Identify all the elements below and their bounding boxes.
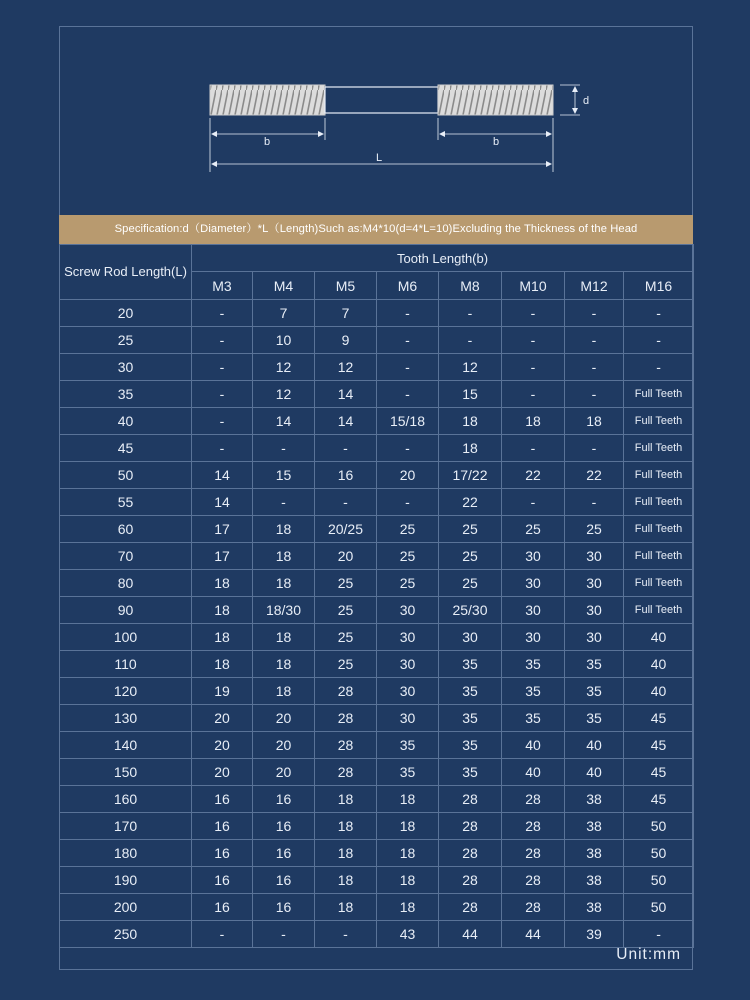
tooth-length-cell: 35 [439,651,502,678]
tooth-length-cell: - [315,435,377,462]
tooth-length-cell: - [439,300,502,327]
tooth-length-cell: 14 [253,408,315,435]
tooth-length-cell: - [624,354,694,381]
tooth-length-cell: 25/30 [439,597,502,624]
tooth-length-cell: 18 [253,570,315,597]
tooth-length-cell: 16 [192,867,253,894]
table-row [60,732,694,759]
label-b-left: b [264,136,271,148]
table-row [60,381,694,408]
tooth-length-cell: 20 [253,759,315,786]
tooth-length-cell: - [377,489,439,516]
tooth-length-cell: 18/30 [253,597,315,624]
size-header-m5: M5 [315,272,377,300]
tooth-length-cell: 38 [565,840,624,867]
tooth-length-cell: 35 [565,678,624,705]
table-row [60,894,694,921]
tooth-length-cell: 25 [377,516,439,543]
label-L: L [376,152,383,164]
tooth-length-cell: 20/25 [315,516,377,543]
tooth-length-cell: - [315,489,377,516]
tooth-length-cell: 22 [502,462,565,489]
tooth-length-cell: Full Teeth [624,516,694,543]
tooth-length-cell: 28 [315,705,377,732]
tooth-length-cell: - [315,921,377,948]
tooth-length-cell: 16 [253,867,315,894]
tooth-length-cell: 28 [315,759,377,786]
tooth-length-cell: 28 [439,894,502,921]
tooth-length-cell: - [192,435,253,462]
length-cell: 110 [60,651,192,678]
size-header-m6: M6 [377,272,439,300]
table-row [60,489,694,516]
tooth-length-cell: 25 [315,624,377,651]
tooth-length-cell: 50 [624,840,694,867]
tooth-length-cell: - [624,300,694,327]
tooth-length-cell: 28 [502,786,565,813]
length-cell: 160 [60,786,192,813]
tooth-length-cell: 14 [192,489,253,516]
tooth-length-cell: 28 [502,840,565,867]
tooth-length-cell: 18 [377,840,439,867]
length-cell: 100 [60,624,192,651]
tooth-length-cell: 18 [192,570,253,597]
table-row [60,705,694,732]
tooth-length-header: Tooth Length(b) [192,245,694,272]
tooth-length-cell: 16 [253,813,315,840]
tooth-length-cell: 18 [377,894,439,921]
tooth-length-cell: 30 [377,597,439,624]
tooth-length-cell: 30 [565,597,624,624]
tooth-length-cell: 30 [565,570,624,597]
tooth-length-cell: 50 [624,894,694,921]
tooth-length-cell: 50 [624,813,694,840]
length-cell: 200 [60,894,192,921]
tooth-length-cell: 35 [439,678,502,705]
tooth-length-cell: - [502,381,565,408]
length-cell: 35 [60,381,192,408]
tooth-length-cell: 35 [439,705,502,732]
tooth-length-cell: 18 [377,867,439,894]
tooth-length-cell: 14 [192,462,253,489]
tooth-length-cell: Full Teeth [624,597,694,624]
tooth-length-cell: - [439,327,502,354]
tooth-length-cell: 18 [439,435,502,462]
tooth-length-cell: 16 [192,840,253,867]
tooth-length-cell: 28 [315,732,377,759]
tooth-length-cell: - [624,327,694,354]
tooth-length-cell: - [192,327,253,354]
tooth-length-cell: 22 [439,489,502,516]
table-row [60,327,694,354]
tooth-length-cell: 18 [377,813,439,840]
length-cell: 140 [60,732,192,759]
tooth-length-cell: 25 [315,651,377,678]
tooth-length-cell: 35 [565,705,624,732]
tooth-length-cell: - [377,300,439,327]
tooth-length-cell: Full Teeth [624,381,694,408]
length-cell: 25 [60,327,192,354]
tooth-length-cell: - [377,327,439,354]
tooth-length-cell: - [624,921,694,948]
length-cell: 190 [60,867,192,894]
tooth-length-cell: 40 [565,732,624,759]
tooth-length-cell: 30 [502,624,565,651]
tooth-length-cell: 28 [439,813,502,840]
tooth-length-cell: 45 [624,705,694,732]
tooth-length-cell: - [502,435,565,462]
tooth-length-cell: 28 [439,786,502,813]
tooth-length-cell: Full Teeth [624,408,694,435]
tooth-length-cell: 25 [565,516,624,543]
tooth-length-cell: 30 [565,624,624,651]
tooth-length-cell: 7 [315,300,377,327]
tooth-length-cell: Full Teeth [624,462,694,489]
tooth-length-cell: 40 [624,624,694,651]
table-row [60,678,694,705]
tooth-length-cell: 35 [439,732,502,759]
table-row [60,435,694,462]
tooth-length-cell: Full Teeth [624,543,694,570]
tooth-length-cell: - [565,300,624,327]
tooth-length-cell: 38 [565,786,624,813]
tooth-length-cell: 16 [253,894,315,921]
tooth-length-cell: 20 [192,705,253,732]
tooth-length-cell: 45 [624,732,694,759]
unit-row [59,942,693,970]
tooth-length-cell: 16 [192,894,253,921]
tooth-length-cell: 18 [315,786,377,813]
tooth-length-cell: 30 [439,624,502,651]
tooth-length-cell: 18 [192,624,253,651]
tooth-length-cell: - [502,327,565,354]
size-header-m16: M16 [624,272,694,300]
tooth-length-cell: 40 [624,651,694,678]
tooth-length-cell: 35 [377,732,439,759]
tooth-length-cell: 16 [253,786,315,813]
tooth-length-cell: 12 [439,354,502,381]
tooth-length-cell: 35 [377,759,439,786]
table-row [60,840,694,867]
length-cell: 120 [60,678,192,705]
tooth-length-cell: 10 [253,327,315,354]
tooth-length-cell: 17 [192,516,253,543]
label-b-right: b [493,136,500,148]
tooth-length-cell: - [192,381,253,408]
tooth-length-cell: 18 [315,813,377,840]
tooth-length-cell: 18 [315,894,377,921]
tooth-length-cell: 25 [377,543,439,570]
tooth-length-cell: 20 [192,732,253,759]
tooth-length-cell: 18 [192,651,253,678]
tooth-length-cell: - [377,435,439,462]
tooth-length-cell: 30 [377,705,439,732]
length-cell: 45 [60,435,192,462]
tooth-length-cell: - [565,354,624,381]
tooth-length-cell: 38 [565,894,624,921]
tooth-length-cell: - [192,921,253,948]
length-cell: 130 [60,705,192,732]
table-row [60,786,694,813]
tooth-length-cell: 16 [192,813,253,840]
tooth-length-cell: 35 [439,759,502,786]
tooth-length-cell: 50 [624,867,694,894]
size-header-m10: M10 [502,272,565,300]
tooth-length-cell: 28 [439,867,502,894]
tooth-length-cell: 30 [565,543,624,570]
length-cell: 40 [60,408,192,435]
tooth-length-cell: 35 [565,651,624,678]
tooth-length-cell: - [565,381,624,408]
tooth-length-cell: 28 [502,867,565,894]
tooth-length-cell: 30 [377,651,439,678]
table-row [60,597,694,624]
tooth-length-cell: 30 [502,570,565,597]
tooth-length-cell: 18 [439,408,502,435]
tooth-length-cell: 28 [439,840,502,867]
tooth-length-cell: 38 [565,867,624,894]
left-thread [210,85,325,115]
tooth-length-cell: 28 [502,813,565,840]
tooth-length-cell: 43 [377,921,439,948]
tooth-length-cell: Full Teeth [624,435,694,462]
tooth-length-cell: 30 [377,624,439,651]
tooth-length-cell: 35 [502,678,565,705]
table-row [60,543,694,570]
table-row [60,300,694,327]
tooth-length-cell: 16 [253,840,315,867]
length-cell: 50 [60,462,192,489]
tooth-length-cell: 14 [315,381,377,408]
tooth-length-cell: 35 [502,705,565,732]
tooth-length-cell: 35 [502,651,565,678]
length-cell: 90 [60,597,192,624]
tooth-length-cell: 18 [502,408,565,435]
tooth-length-cell: - [377,354,439,381]
tooth-length-cell: 20 [253,732,315,759]
tooth-length-table [59,244,694,948]
tooth-length-cell: - [565,435,624,462]
label-d: d [583,95,590,107]
tooth-length-cell: 18 [253,543,315,570]
tooth-length-cell: - [502,489,565,516]
length-cell: 150 [60,759,192,786]
length-cell: 20 [60,300,192,327]
tooth-length-cell: 44 [502,921,565,948]
tooth-length-cell: 45 [624,786,694,813]
length-cell: 30 [60,354,192,381]
tooth-length-cell: 22 [565,462,624,489]
tooth-length-cell: 25 [315,570,377,597]
tooth-length-cell: - [377,381,439,408]
table-row [60,516,694,543]
tooth-length-cell: 17 [192,543,253,570]
table-row [60,624,694,651]
tooth-length-cell: 28 [502,894,565,921]
tooth-length-cell: 18 [253,624,315,651]
tooth-length-cell: - [192,300,253,327]
size-header-m3: M3 [192,272,253,300]
tooth-length-cell: 18 [565,408,624,435]
table-row [60,570,694,597]
tooth-length-cell: 25 [502,516,565,543]
tooth-length-cell: - [565,489,624,516]
table-row [60,651,694,678]
tooth-length-cell: 15 [439,381,502,408]
length-cell: 70 [60,543,192,570]
tooth-length-cell: - [502,354,565,381]
tooth-length-cell: 40 [502,732,565,759]
table-row [60,759,694,786]
tooth-length-cell: Full Teeth [624,489,694,516]
tooth-length-cell: 40 [624,678,694,705]
tooth-length-cell: - [192,354,253,381]
tooth-length-cell: - [253,921,315,948]
tooth-length-cell: 18 [192,597,253,624]
tooth-length-cell: 17/22 [439,462,502,489]
tooth-length-cell: - [565,327,624,354]
tooth-length-cell: 38 [565,813,624,840]
screw-rod-length-header: Screw Rod Length(L) [60,245,192,300]
size-header-m12: M12 [565,272,624,300]
tooth-length-cell: 40 [502,759,565,786]
tooth-length-cell: 12 [315,354,377,381]
tooth-length-cell: 25 [377,570,439,597]
tooth-length-cell: - [253,489,315,516]
tooth-length-cell: 20 [315,543,377,570]
tooth-length-cell: 18 [253,678,315,705]
table-row [60,354,694,381]
length-cell: 180 [60,840,192,867]
tooth-length-cell: 12 [253,381,315,408]
tooth-length-cell: 18 [253,516,315,543]
tooth-length-cell: 44 [439,921,502,948]
length-cell: 60 [60,516,192,543]
tooth-length-cell: 30 [502,597,565,624]
length-cell: 170 [60,813,192,840]
tooth-length-cell: 19 [192,678,253,705]
tooth-length-cell: 9 [315,327,377,354]
tooth-length-cell: 28 [315,678,377,705]
tooth-length-cell: - [502,300,565,327]
tooth-length-cell: 30 [502,543,565,570]
tooth-length-cell: 18 [253,651,315,678]
table-row [60,462,694,489]
tooth-length-cell: 18 [315,867,377,894]
tooth-length-cell: 16 [192,786,253,813]
smooth-shank [325,87,438,113]
size-header-m4: M4 [253,272,315,300]
tooth-length-cell: 25 [439,570,502,597]
tooth-length-cell: 20 [377,462,439,489]
tooth-length-cell: 15/18 [377,408,439,435]
length-cell: 250 [60,921,192,948]
size-header-m8: M8 [439,272,502,300]
tooth-length-cell: 30 [377,678,439,705]
length-cell: 80 [60,570,192,597]
specification-note: Specification:d（Diameter）*L（Length)Such as:M4*10(d=4*L=10)Excluding the Thickness of the Head [59,215,693,244]
tooth-length-cell: 20 [253,705,315,732]
tooth-length-cell: Full Teeth [624,570,694,597]
tooth-length-cell: 25 [315,597,377,624]
table-row [60,867,694,894]
tooth-length-cell: 7 [253,300,315,327]
tooth-length-cell: 45 [624,759,694,786]
tooth-length-cell: 16 [315,462,377,489]
tooth-length-cell: 25 [439,516,502,543]
length-cell: 55 [60,489,192,516]
tooth-length-cell: 14 [315,408,377,435]
tooth-length-cell: 40 [565,759,624,786]
tooth-length-cell: 18 [315,840,377,867]
unit-label: Unit:mm [616,946,681,963]
table-row [60,408,694,435]
table-row [60,813,694,840]
tooth-length-cell: 15 [253,462,315,489]
right-thread [438,85,553,115]
screw-rod-diagram [0,0,750,215]
tooth-length-cell: 12 [253,354,315,381]
tooth-length-cell: 20 [192,759,253,786]
tooth-length-cell: - [192,408,253,435]
tooth-length-cell: 18 [377,786,439,813]
tooth-length-cell: - [253,435,315,462]
tooth-length-cell: 25 [439,543,502,570]
tooth-length-cell: 39 [565,921,624,948]
